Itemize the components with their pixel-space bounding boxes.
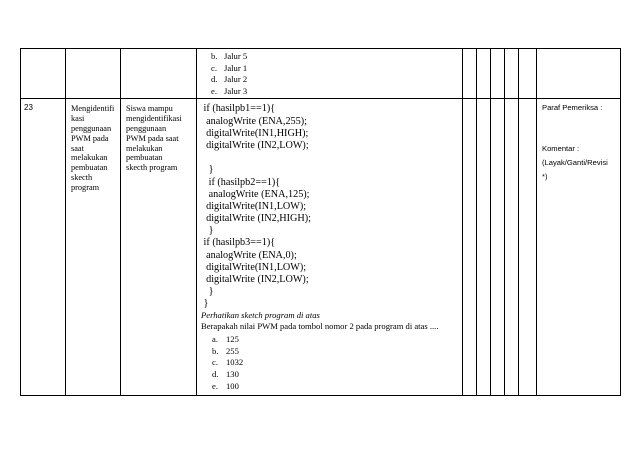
indicator-line: penggunaan [71,123,112,133]
question-content [197,99,462,393]
code-line [201,152,460,164]
cell-objective-empty [121,49,197,99]
code-line: } [201,298,209,310]
option-text: 100 [226,380,239,391]
objective-line: mengidentifikasi [126,114,182,124]
code-line: } [201,286,214,298]
code-line: analogWrite (ENA,255); [201,115,307,127]
code-line: if (hasilpb3==1){ [201,237,276,249]
cell-number-empty [21,49,66,99]
option-text: 1032 [226,357,244,368]
comment-hint [542,159,618,187]
option-text: Jalur 3 [224,85,248,96]
code-line: digitalWrite (IN2,LOW); [201,139,309,151]
option-text: 130 [226,369,239,380]
code-line: digitalWrite(IN1,HIGH); [201,127,309,139]
code-line: analogWrite (ENA,0); [201,249,297,261]
objective-line: penggunaan [126,123,167,133]
indicator-line: saat [71,143,84,153]
comment-hint-line: *) [542,172,548,182]
cell-indicator-empty [66,49,121,99]
question-number: 23 [21,99,66,396]
sketch-note: Perhatikan sketch program di atas [201,309,320,320]
option-letter: d. [211,74,218,85]
answer-option [212,370,460,382]
comment-hint-line: (Layak/Ganti/Revisi [542,158,608,168]
table-row-23 [21,99,621,396]
option-letter: c. [212,357,218,368]
cell-note-empty [537,49,621,99]
indicator-text [66,99,121,396]
indicator-line: pembuatan [71,163,108,173]
option-letter: e. [211,85,217,96]
option-letter: a. [212,333,218,344]
indicator-line: melakukan [71,153,108,163]
option-text: Jalur 2 [224,74,248,85]
code-line: digitalWrite (IN2,HIGH); [201,213,311,225]
code-line: } [201,164,214,176]
objective-line: skecth program [126,163,178,173]
code-line: digitalWrite (IN2,LOW); [201,274,309,285]
answer-option [212,347,460,359]
question-text: Berapakah nilai PWM pada tombol nomor 2 pada program di atas .... [201,321,439,332]
table-row-previous [21,49,621,99]
reviewer-cell [537,99,621,396]
objective-text [121,99,197,396]
indicator-line: program [71,182,100,192]
option-text: Jalur 1 [224,62,248,73]
previous-option [211,75,462,87]
comment-label: Komentar : [542,144,580,154]
answer-option [212,382,460,394]
objective-line: pembuatan [126,153,163,163]
option-text: 125 [226,333,239,344]
cell-question [197,99,463,396]
code-line: if (hasilpb2==1){ [201,176,281,188]
option-letter: b. [211,51,218,61]
answer-options-list [201,335,460,394]
code-line: if (hasilpb1==1){ [201,103,276,115]
code-line: } [201,225,214,237]
indicator-line: skecth [71,172,93,182]
code-line: analogWrite (ENA,125); [201,188,310,200]
answer-option [212,335,460,347]
option-letter: c. [211,62,217,73]
question-table [20,48,621,396]
indicator-line: Mengidentifi [71,104,115,114]
objective-line: Siswa mampu [126,104,173,114]
option-text: 255 [226,345,239,356]
previous-option [211,87,462,99]
previous-option [211,64,462,76]
cell-previous-options [197,49,463,99]
indicator-line: kasi [71,114,85,124]
option-letter: e. [212,380,218,391]
previous-option [211,52,462,64]
previous-options-list [197,52,462,98]
code-snippet [201,103,460,310]
option-text: Jalur 5 [224,51,248,61]
indicator-line: PWM pada [71,133,109,143]
objective-line: melakukan [126,143,163,153]
option-letter: b. [212,345,219,356]
code-line: digitalWrite(IN1,LOW); [201,200,307,212]
answer-option [212,358,460,370]
objective-line: PWM pada saat [126,133,179,143]
reviewer-label: Paraf Pemeriksa : [542,103,603,113]
code-line: digitalWrite(IN1,LOW); [201,261,307,273]
option-letter: d. [212,369,219,380]
